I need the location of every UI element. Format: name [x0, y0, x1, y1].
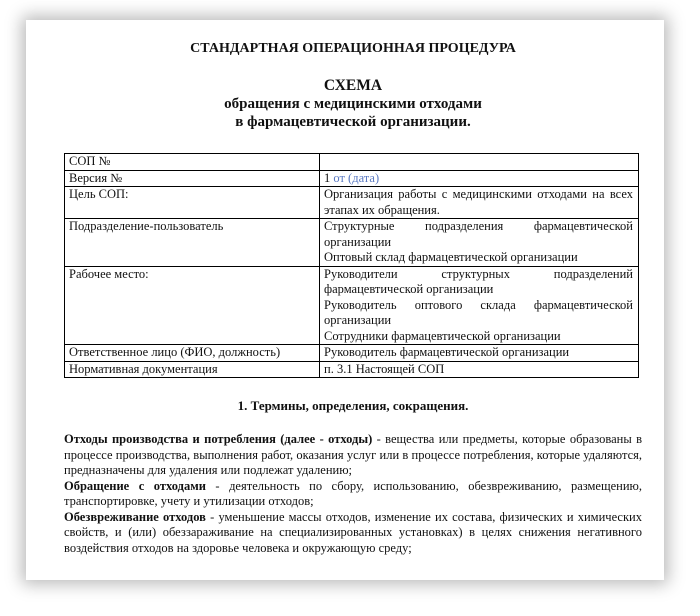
sop-number-value: [320, 154, 639, 171]
table-row: [65, 266, 639, 345]
department-value: [320, 219, 639, 267]
document-title: СТАНДАРТНАЯ ОПЕРАЦИОННАЯ ПРОЦЕДУРА: [190, 41, 516, 56]
document-page: [26, 20, 664, 580]
version-value: [320, 170, 639, 187]
term-definition: [64, 510, 642, 557]
goal-label: Цель СОП:: [65, 187, 320, 219]
table-row: [65, 361, 639, 378]
normative-value: п. 3.1 Настоящей СОП: [320, 361, 639, 378]
term-name: Обезвреживание отходов: [64, 509, 206, 524]
workplace-line: Руководитель оптового склада фармацевтической организации: [324, 297, 633, 327]
document-content: [64, 41, 642, 556]
table-row: [65, 345, 639, 362]
workplace-line: Руководители структурных подразделений фармацевтической организации: [324, 266, 633, 296]
term-text: - вещества или предметы, которые образованы в процессе производства, выполнения работ, оказания услуг или в процессе потребления, которые удаляются, предназначены для удаления или подлежат удалению;: [64, 432, 642, 477]
section-heading: 1. Термины, определения, сокращения.: [237, 398, 469, 413]
schema-subtitle-line-2: в фармацевтической организации.: [235, 114, 471, 130]
workplace-label: Рабочее место:: [65, 266, 320, 345]
department-line: Структурные подразделения фармацевтической организации: [324, 219, 633, 249]
responsible-value: Руководитель фармацевтической организации: [320, 345, 639, 362]
term-text: - деятельность по сбору, использованию, обезвреживанию, размещению, транспортировке, учету и утилизации отходов;: [64, 478, 642, 508]
term-name: Обращение с отходами: [64, 478, 206, 493]
version-number: 1: [324, 170, 331, 185]
sop-info-table: [64, 153, 639, 378]
table-row: [65, 219, 639, 267]
version-label: Версия №: [65, 170, 320, 187]
department-label: Подразделение-пользователь: [65, 219, 320, 267]
term-text: - уменьшение массы отходов, изменение их состава, физических и химических свойств, и (или) обеззараживание на специализированных установках) в целях снижения негативного воздействия отходов на здоровье человека и окружающую среду;: [64, 509, 642, 555]
schema-subtitle-line-1: обращения с медицинскими отходами: [224, 96, 482, 112]
term-definition: [64, 479, 642, 510]
table-row: [65, 154, 639, 171]
schema-title: СХЕМА: [323, 77, 383, 94]
goal-value: Организация работы с медицинскими отходами на всех этапах их обращения.: [320, 187, 639, 219]
normative-label: Нормативная документация: [65, 361, 320, 378]
workplace-line: Сотрудники фармацевтической организации: [324, 328, 561, 343]
version-date: от (дата): [333, 170, 380, 185]
department-line: Оптовый склад фармацевтической организации: [324, 250, 578, 264]
responsible-label: Ответственное лицо (ФИО, должность): [65, 345, 320, 362]
term-name: Отходы производства и потребления (далее - отходы): [64, 432, 373, 446]
workplace-value: [320, 266, 639, 345]
term-definition: [64, 432, 642, 479]
table-row: [65, 187, 639, 219]
sop-number-label: СОП №: [65, 154, 320, 171]
table-row: [65, 170, 639, 187]
